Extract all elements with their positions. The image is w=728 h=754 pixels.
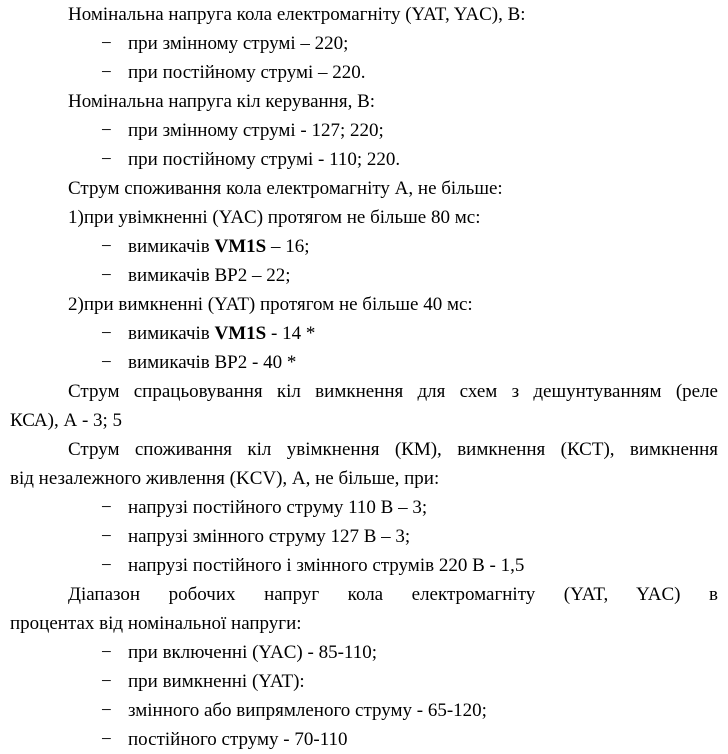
list-item-text: при включенні (YAC) - 85-110;	[128, 642, 377, 663]
list-item-text: змінного або випрямленого струму - 65-120;	[128, 700, 487, 721]
paragraph-continuation	[0, 609, 728, 638]
list-dash-marker: −	[101, 555, 112, 576]
list-dash-marker: −	[101, 323, 112, 344]
list-item	[0, 638, 728, 667]
list-item-text: вимикачів ВР2 – 22;	[128, 265, 291, 286]
paragraph-text: КСА), А - 3; 5	[10, 410, 123, 431]
paragraph-first-line	[0, 435, 728, 464]
list-item-text: при змінному струмі – 220;	[128, 33, 349, 54]
list-item	[0, 116, 728, 145]
list-item	[0, 261, 728, 290]
paragraph-continuation	[0, 464, 728, 493]
list-item	[0, 232, 728, 261]
list-item-text: при змінному струмі - 127; 220;	[128, 120, 384, 141]
list-item-text: при постійному струмі - 110; 220.	[128, 149, 401, 170]
list-dash-marker: −	[101, 642, 112, 663]
paragraph-text: Струм споживання кола електромагніту А, не більше:	[68, 178, 503, 199]
list-item-text: напрузі змінного струму 127 В – 3;	[128, 526, 411, 547]
paragraph-line	[0, 87, 728, 116]
paragraph-line	[0, 0, 728, 29]
list-item	[0, 348, 728, 377]
list-item	[0, 319, 728, 348]
list-item	[0, 551, 728, 580]
list-item	[0, 58, 728, 87]
list-item	[0, 145, 728, 174]
list-item-text	[128, 319, 315, 348]
list-item	[0, 696, 728, 725]
paragraph-text: процентах від номінальної напруги:	[10, 613, 302, 634]
list-item-text-post: – 16;	[266, 236, 310, 257]
list-dash-marker: −	[101, 236, 112, 257]
list-dash-marker: −	[101, 671, 112, 692]
list-dash-marker: −	[101, 526, 112, 547]
list-item-text-post: - 14 *	[266, 323, 316, 344]
numbered-subheading	[0, 290, 728, 319]
list-item-text: при постійному струмі – 220.	[128, 62, 366, 83]
subheading-text: 1)при увімкненні (YAC) протягом не більше 80 мс:	[68, 207, 481, 228]
list-item-text: при вимкненні (YAT):	[128, 671, 305, 692]
paragraph-first-line	[0, 377, 728, 406]
paragraph-first-line	[0, 580, 728, 609]
list-dash-marker: −	[101, 149, 112, 170]
list-item	[0, 29, 728, 58]
list-item	[0, 522, 728, 551]
list-item-text-pre: вимикачів	[128, 236, 215, 257]
paragraph-text: Струм спрацьовування кіл вимкнення для схем з дешунтуванням (реле	[68, 381, 718, 402]
numbered-subheading	[0, 203, 728, 232]
paragraph-text: від незалежного живлення (KCV), А, не більше, при:	[10, 468, 440, 489]
list-dash-marker: −	[101, 33, 112, 54]
list-dash-marker: −	[101, 700, 112, 721]
paragraph-text: Номінальна напруга кіл керування, В:	[68, 91, 376, 112]
subheading-text: 2)при вимкненні (YAT) протягом не більше 40 мс:	[68, 294, 473, 315]
list-item-text: напрузі постійного і змінного струмів 220 В - 1,5	[128, 555, 525, 576]
paragraph-line	[0, 174, 728, 203]
paragraph-text: Номінальна напруга кола електромагніту (YAT, YAC), В:	[68, 4, 526, 25]
list-dash-marker: −	[101, 120, 112, 141]
list-item	[0, 493, 728, 522]
paragraph-text: Діапазон робочих напруг кола електромагніту (YAT, YAC) в	[68, 584, 718, 605]
list-dash-marker: −	[101, 497, 112, 518]
list-item-text: вимикачів ВР2 - 40 *	[128, 352, 297, 373]
list-item-text: постійного струму - 70-110	[128, 729, 348, 750]
model-name-bold: VM1S	[214, 323, 267, 344]
list-dash-marker: −	[101, 729, 112, 750]
list-item-text: напрузі постійного струму 110 В – 3;	[128, 497, 428, 518]
model-name-bold: VM1S	[214, 236, 267, 257]
list-item-text	[128, 232, 310, 261]
list-item-text-pre: вимикачів	[128, 323, 215, 344]
list-item	[0, 667, 728, 696]
list-dash-marker: −	[101, 62, 112, 83]
paragraph-continuation	[0, 406, 728, 435]
list-dash-marker: −	[101, 265, 112, 286]
paragraph-text: Струм споживання кіл увімкнення (КМ), вимкнення (КСТ), вимкнення	[68, 439, 718, 460]
list-dash-marker: −	[101, 352, 112, 373]
